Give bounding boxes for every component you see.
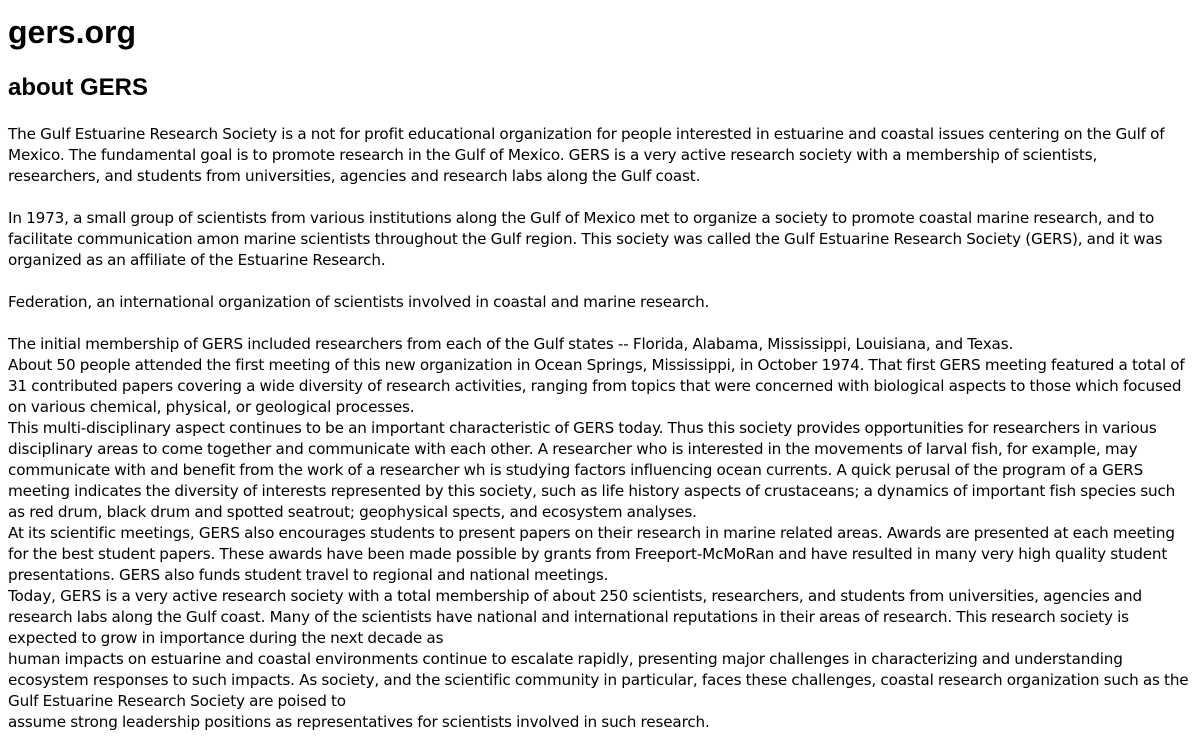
paragraph-today: Today, GERS is a very active research society with a total membership of about 250 scientists, researchers, and students from universities, agencies and research labs along the Gulf coast. Many of the scientists have national and international reputations in their areas of research. This research society is expected to grow in importance during the next decade as: [8, 587, 1143, 647]
paragraph-history: In 1973, a small group of scientists from various institutions along the Gulf of Mexico met to organize a society to promote coastal marine research, and to facilitate communication amon marine scientists throughout the Gulf region. This society was called the Gulf Estuarine Research Society (GERS), and it was organized as an affiliate of the Estuarine Research.: [8, 209, 1163, 269]
paragraph-multidisciplinary: This multi-disciplinary aspect continues to be an important characteristic of GERS today. Thus this society provides opportunities for researchers in various disciplinary areas to come together and communicate with each other. A researcher who is interested in the movements of larval fish, for example, may communicate with and benefit from the work of a researcher wh is studying factors influencing ocean currents. A quick perusal of the program of a GERS meeting indicates the diversity of interests represented by this society, such as life history aspects of crustaceans; a dynamics of important fish species such as red drum, black drum and spotted seatrout; geophysical spects, and ecosystem analyses.: [8, 419, 1176, 521]
paragraph-leadership: assume strong leadership positions as representatives for scientists involved in such research.: [8, 713, 710, 731]
site-title: gers.org: [8, 14, 137, 50]
paragraph-initial-membership: The initial membership of GERS included researchers from each of the Gulf states -- Florida, Alabama, Mississippi, Louisiana, and Texas.: [8, 335, 1014, 353]
paragraph-federation: Federation, an international organization of scientists involved in coastal and marine research.: [8, 293, 710, 311]
article-body: [8, 124, 1192, 733]
paragraph-human-impacts: human impacts on estuarine and coastal environments continue to escalate rapidly, presenting major challenges in characterizing and understanding ecosystem responses to such impacts. As society, and the scientific community in particular, faces these challenges, coastal research organization such as the Gulf Estuarine Research Society are poised to: [8, 650, 1189, 710]
paragraph-intro: The Gulf Estuarine Research Society is a not for profit educational organization for people interested in estuarine and coastal issues centering on the Gulf of Mexico. The fundamental goal is to promote research in the Gulf of Mexico. GERS is a very active research society with a membership of scientists, researchers, and students from universities, agencies and research labs along the Gulf coast.: [8, 125, 1165, 185]
paragraph-student-awards: At its scientific meetings, GERS also encourages students to present papers on their research in marine related areas. Awards are presented at each meeting for the best student papers. These awards have been made possible by grants from Freeport-McMoRan and have resulted in many very high quality student presentations. GERS also funds student travel to regional and national meetings.: [8, 524, 1175, 584]
section-title: about GERS: [8, 74, 149, 101]
paragraph-first-meeting: About 50 people attended the first meeting of this new organization in Ocean Springs, Mississippi, in October 1974. That first GERS meeting featured a total of 31 contributed papers covering a wide diversity of research activities, ranging from topics that were concerned with biological aspects to those which focused on various chemical, physical, or geological processes.: [8, 356, 1185, 416]
